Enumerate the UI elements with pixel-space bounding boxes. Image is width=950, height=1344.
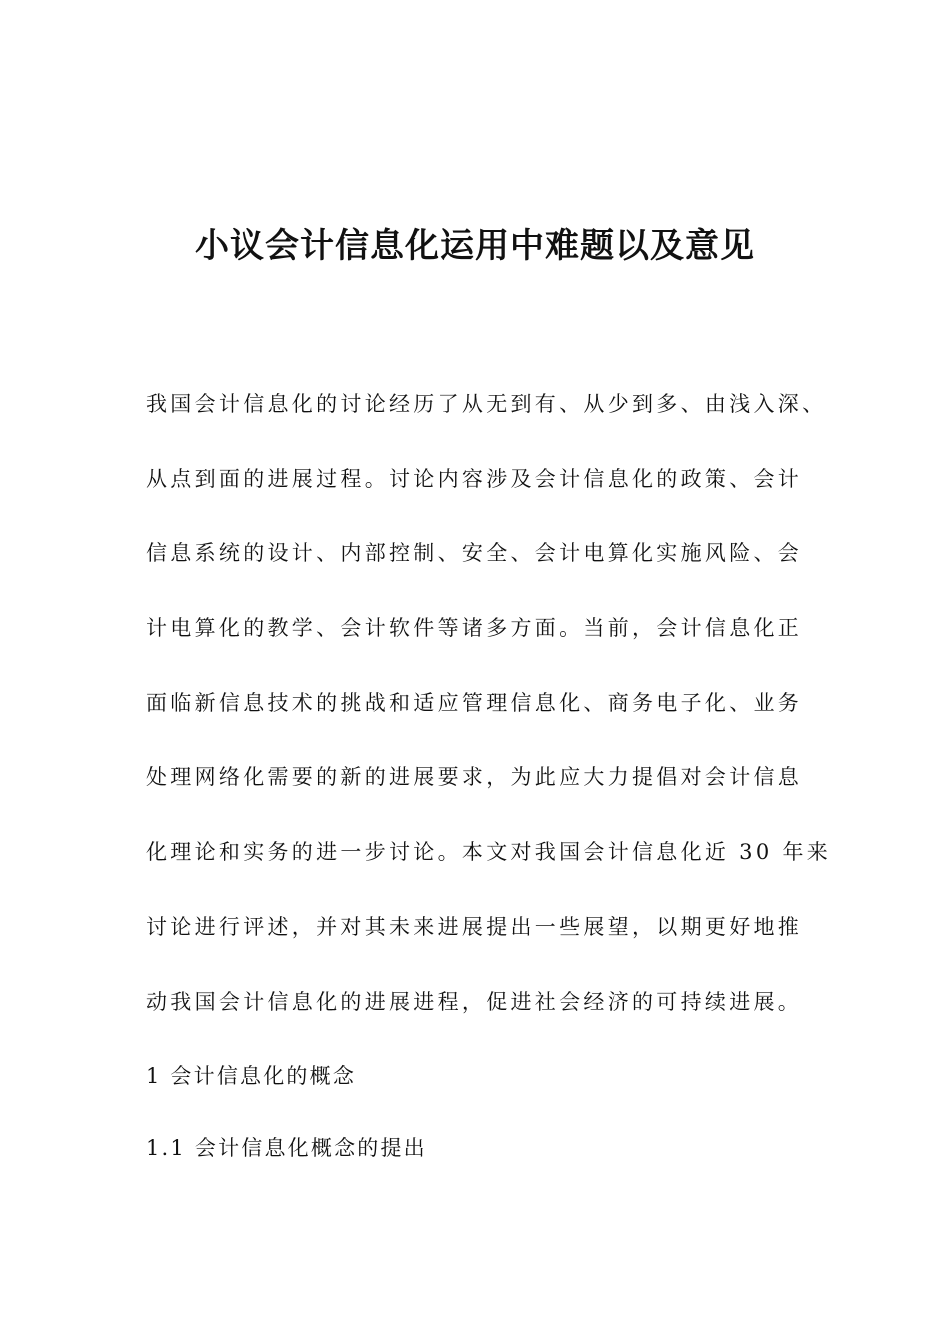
paragraph-line: 面临新信息技术的挑战和适应管理信息化、商务电子化、业务 bbox=[146, 690, 803, 715]
body-paragraph bbox=[146, 380, 836, 1052]
paragraph-line: 信息系统的设计、内部控制、安全、会计电算化实施风险、会 bbox=[146, 541, 803, 566]
document-title: 小议会计信息化运用中难题以及意见 bbox=[195, 226, 755, 266]
paragraph-line: 讨论进行评述，并对其未来进展提出一些展望，以期更好地推 bbox=[146, 914, 803, 939]
paragraph-line: 动我国会计信息化的进展进程，促进社会经济的可持续进展。 bbox=[146, 989, 803, 1014]
paragraph-line: 化理论和实务的进一步讨论。本文对我国会计信息化近 30 年来 bbox=[146, 840, 832, 865]
paragraph-line: 我国会计信息化的讨论经历了从无到有、从少到多、由浅入深、 bbox=[146, 392, 827, 416]
paragraph-line: 处理网络化需要的新的进展要求，为此应大力提倡对会计信息 bbox=[146, 765, 803, 790]
paragraph-line: 从点到面的进展过程。讨论内容涉及会计信息化的政策、会计 bbox=[146, 466, 803, 491]
subsection-heading: 1.1 会计信息化概念的提出 bbox=[146, 1136, 427, 1160]
paragraph-line: 计电算化的教学、会计软件等诸多方面。当前，会计信息化正 bbox=[146, 616, 803, 641]
section-heading: 1 会计信息化的概念 bbox=[146, 1064, 357, 1088]
